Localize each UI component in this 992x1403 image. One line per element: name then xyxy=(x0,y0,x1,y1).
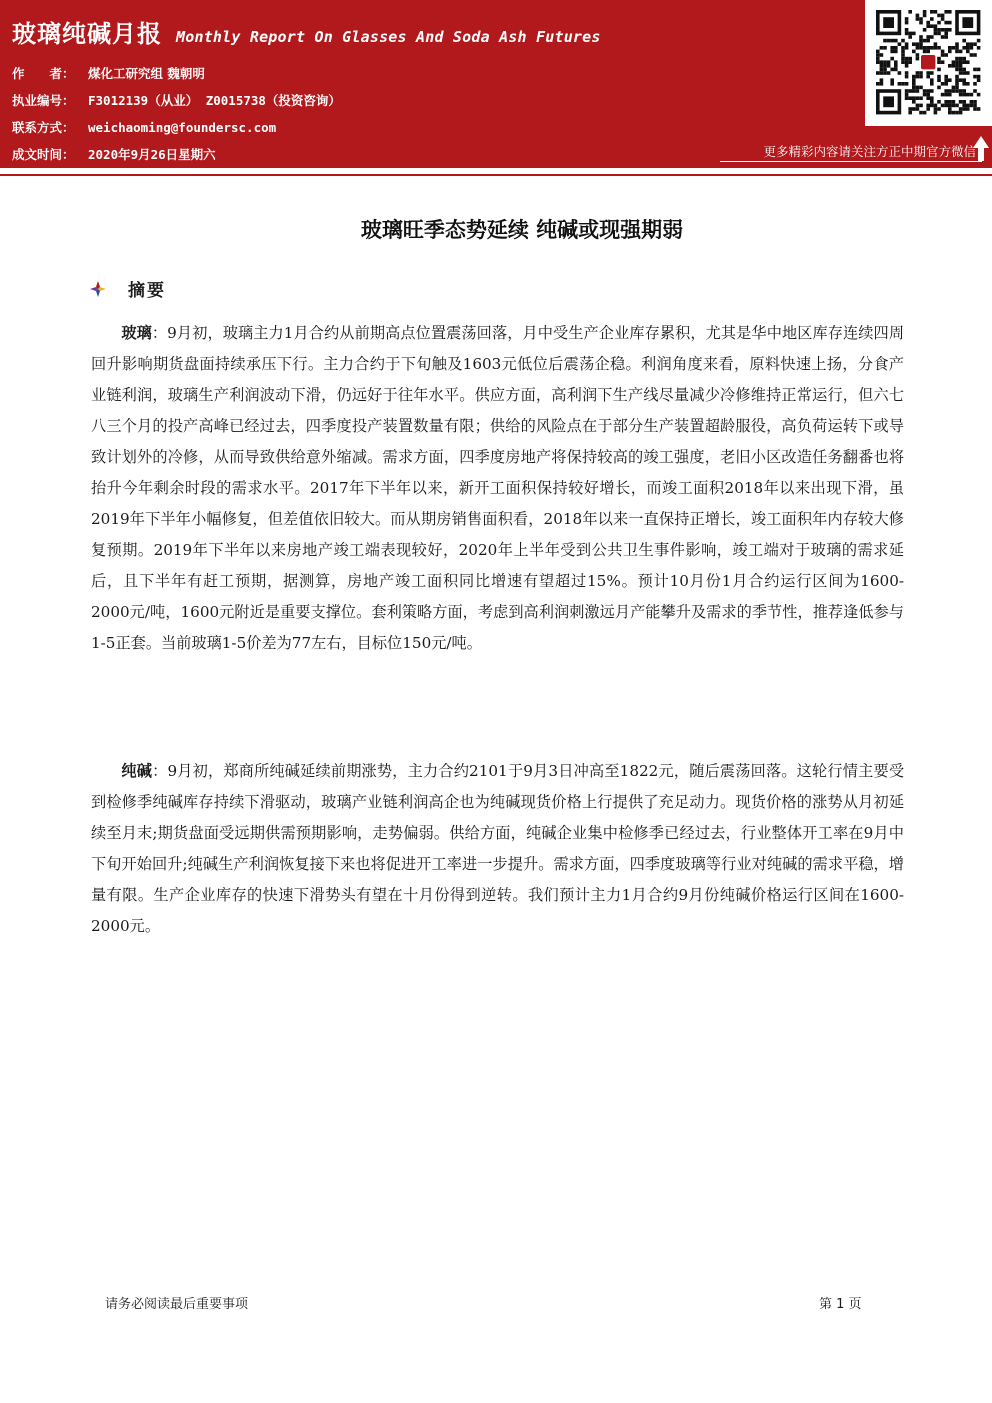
footer-notice: 请务必阅读最后重要事项 xyxy=(105,1297,249,1312)
author-meta xyxy=(12,60,341,168)
meta-date xyxy=(12,141,341,168)
wechat-promo-text: 更多精彩内容请关注方正中期官方微信 xyxy=(763,144,976,159)
header-divider xyxy=(0,174,992,176)
paragraph-lead: 玻璃 xyxy=(121,324,152,342)
report-header-band xyxy=(0,0,992,168)
meta-value: 2020年9月26日星期六 xyxy=(88,147,216,162)
meta-contact xyxy=(12,114,341,141)
meta-license xyxy=(12,87,341,114)
section-title: 摘要 xyxy=(128,281,166,301)
paragraph-lead: 纯碱 xyxy=(121,762,153,780)
meta-value: 煤化工研究组 魏朝明 xyxy=(88,66,205,81)
qr-code-icon xyxy=(865,0,992,126)
meta-value: F3012139（从业） Z0015738（投资咨询） xyxy=(88,93,341,108)
summary-section-heading xyxy=(90,276,166,301)
report-title-en: Monthly Report On Glasses And Soda Ash Futures xyxy=(176,28,601,46)
arrow-up-icon xyxy=(972,134,990,162)
paragraph-body: ：9月初，玻璃主力1月合约从前期高点位置震荡回落，月中受生产企业库存累积，尤其是华中地区库存连续四周回升影响期货盘面持续承压下行。主力合约于下旬触及1603元低位后震荡企稳。利润角度来看，原料快速上扬，分食产业链利润，玻璃生产利润波动下滑，仍远好于往年水平。供应方面，高利润下生产线尽量减少冷修维持正常运行，但六七八三个月的投产高峰已经过去，四季度投产装置数量有限；供给的风险点在于部分生产装置超龄服役，高负荷运转下或导致计划外的冷修，从而导致供给意外缩减。需求方面，四季度房地产将保持较高的竣工强度，老旧小区改造任务翻番也将抬升今年剩余时段的需求水平。2017年下半年以来，新开工面积保持较好增长，而竣工面积2018年以来出现下滑，虽2019年下半年小幅修复，但差值依旧较大。而从期房销售面积看，2018年以来一直保持正增长，竣工面积年内存较大修复预期。2019年下半年以来房地产竣工端表现较好，2020年上半年受到公共卫生事件影响，竣工端对于玻璃的需求延后，且下半年有赶工预期，据测算，房地产竣工面积同比增速有望超过15%。预计10月份1月合约运行区间为1600-2000元/吨，1600元附近是重要支撑位。套利策略方面，考虑到高利润刺激远月产能攀升及需求的季节性，推荐逢低参与1-5正套。当前玻璃1-5价差为77左右，目标位150元/吨。 xyxy=(91,324,905,652)
meta-label: 执业编号： xyxy=(12,93,75,108)
paragraph-soda-ash xyxy=(91,756,904,942)
report-title-group xyxy=(12,14,601,54)
paragraph-glass xyxy=(91,318,904,659)
document-title: 玻璃旺季态势延续 纯碱或现强期弱 xyxy=(360,218,684,242)
report-title-cn: 玻璃纯碱月报 xyxy=(12,20,162,48)
page-number: 第 1 页 xyxy=(819,1297,862,1312)
meta-label: 作 者： xyxy=(12,66,75,81)
contact-email-link[interactable]: weichaoming@foundersc.com xyxy=(88,120,277,135)
paragraph-body: ：9月初，郑商所纯碱延续前期涨势，主力合约2101于9月3日冲高至1822元，随后震荡回落。这轮行情主要受到检修季纯碱库存持续下滑驱动，玻璃产业链利润高企也为纯碱现货价格上行提供了充足动力。现货价格的涨势从月初延续至月末;期货盘面受远期供需预期影响，走势偏弱。供给方面，纯碱企业集中检修季已经过去，行业整体开工率在9月中下旬开始回升;纯碱生产利润恢复接下来也将促进开工率进一步提升。需求方面，四季度玻璃等行业对纯碱的需求平稳，增量有限。生产企业库存的快速下滑势头有望在十月份得到逆转。我们预计主力1月合约9月份纯碱价格运行区间在1600-2000元。 xyxy=(91,762,905,935)
meta-label: 联系方式： xyxy=(12,120,75,135)
four-point-star-icon xyxy=(90,281,106,297)
meta-label: 成文时间： xyxy=(12,147,75,162)
meta-author xyxy=(12,60,341,87)
promo-underline xyxy=(720,161,982,162)
